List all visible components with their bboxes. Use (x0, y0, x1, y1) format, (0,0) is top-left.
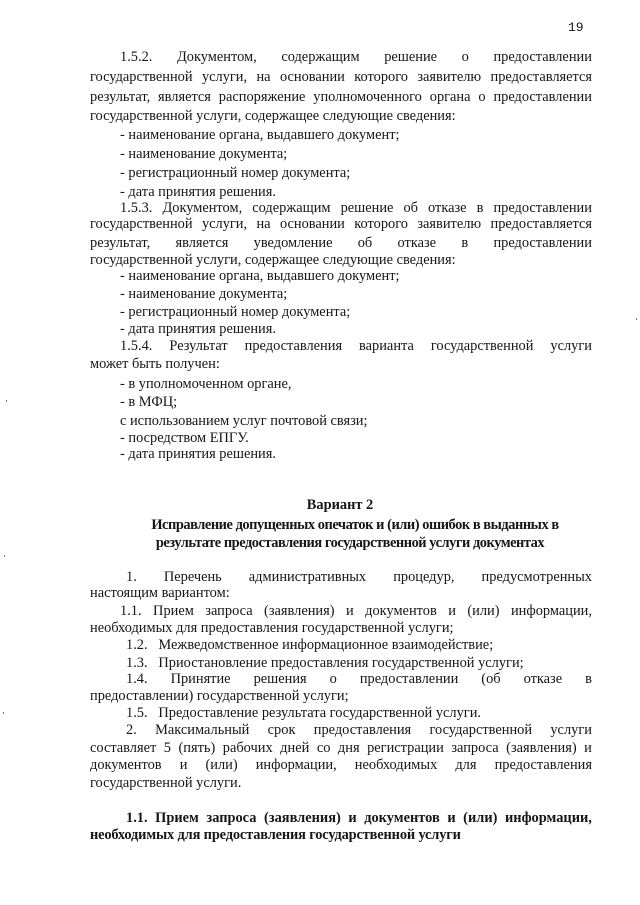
word: (пять) (178, 740, 216, 756)
paragraph-2-line-2 (90, 739, 592, 757)
word: документов (364, 810, 440, 826)
scan-speck (4, 555, 5, 557)
word: о (478, 89, 486, 105)
word: предоставления (313, 722, 412, 738)
word: решение (340, 200, 394, 216)
word: уведомление (253, 235, 333, 251)
word: Документом, (176, 49, 257, 65)
word: и (447, 810, 456, 826)
word: которого (354, 216, 408, 232)
list-3-item-2: - в МФЦ; (120, 394, 178, 410)
list-2-item-3: - регистрационный номер документа; (120, 304, 351, 320)
word: информации, (504, 810, 592, 826)
paragraph-1-5-3-line-3 (90, 234, 592, 252)
word: в (461, 235, 469, 251)
word: в (585, 671, 592, 687)
word: необходимых (354, 757, 438, 773)
scan-speck (6, 400, 7, 402)
paragraph-1-5-3-line-4: государственной услуги, содержащее следующие сведения: (90, 252, 456, 268)
word: для (455, 757, 477, 773)
word: решения (253, 671, 307, 687)
word: основании (279, 69, 345, 85)
word: и (345, 603, 354, 619)
word: запроса (206, 810, 257, 826)
word: 1.5.4. (120, 338, 153, 354)
word: (или) (467, 603, 500, 619)
list-2-item-1: - наименование органа, выдавшего документ; (120, 268, 400, 284)
word: органа (429, 89, 471, 105)
word: Результат (169, 338, 228, 354)
word: дня (337, 740, 360, 756)
word: Максимальный (155, 722, 250, 738)
word: отказе (397, 235, 437, 251)
list-3-item-1: - в уполномоченном органе, (120, 376, 292, 392)
scan-speck (3, 712, 4, 714)
variant-subtitle-line-2: результате предоставления государственной услуги документах (155, 535, 545, 551)
word: информации, (510, 603, 592, 619)
paragraph-1-5-4-line-1 (120, 337, 592, 355)
word: услуги (550, 338, 592, 354)
word: 1.1. (126, 810, 148, 826)
word: предоставления (494, 757, 592, 773)
procedure-1-3: 1.3. Приостановление предоставления государственной услуги; (126, 655, 524, 671)
word: распоряжение (218, 89, 306, 105)
list-3-item-5: - дата принятия решения. (120, 446, 276, 462)
paragraph-1-5-2-line-3 (90, 88, 592, 106)
procedure-1-4-line-1 (126, 670, 592, 688)
page-number: 19 (568, 20, 584, 35)
word: (заявления) (264, 603, 335, 619)
word: рабочих (222, 740, 273, 756)
word: о (329, 671, 337, 687)
word: 1.5.2. (120, 49, 153, 65)
word: в (476, 200, 484, 216)
word: (об (481, 671, 501, 687)
word: предусмотренных (481, 569, 592, 585)
list-1-item-4: - дата принятия решения. (120, 184, 276, 200)
word: государственной (90, 216, 193, 232)
word: предоставлении (359, 671, 459, 687)
paragraph-1-5-4-line-2: может быть получен: (90, 356, 220, 372)
scan-speck (636, 318, 637, 320)
word: Перечень (163, 569, 222, 585)
word: предоставления (244, 338, 343, 354)
word: предоставлении (493, 200, 592, 216)
paragraph-2-line-1 (126, 721, 592, 739)
word: (или) (463, 810, 498, 826)
variant-subtitle-line-1: Исправление допущенных опечаток и (или) ошибок в выданных в (151, 517, 559, 533)
paragraph-1-5-2-line-1 (120, 48, 592, 66)
word: 1. (126, 569, 137, 585)
word: об (357, 235, 373, 251)
procedure-1-1-line-2: необходимых для предоставления государственной услуги; (90, 620, 454, 636)
word: об (403, 200, 418, 216)
word: которого (354, 69, 408, 85)
word: 1.1. (120, 603, 142, 619)
word: о (461, 49, 469, 65)
word: содержащим (252, 200, 331, 216)
word: 2. (126, 722, 137, 738)
word: предоставляется (490, 69, 592, 85)
word: варианта (359, 338, 414, 354)
word: заявителю (417, 216, 482, 232)
paragraph-1-line-2: настоящим вариантом: (90, 585, 230, 601)
list-1-item-1: - наименование органа, выдавшего документ; (120, 127, 400, 143)
paragraph-1-5-3-line-2 (90, 215, 592, 233)
list-3-item-3: с использованием услуг почтовой связи; (120, 413, 368, 429)
word: является (158, 89, 211, 105)
word: со (316, 740, 331, 756)
word: на (256, 69, 271, 85)
list-3-item-4: - посредством ЕПГУ. (120, 430, 249, 446)
word: 1.5.3. (120, 200, 153, 216)
word: составляет (90, 740, 157, 756)
word: 1.4. (126, 671, 148, 687)
word: Документом, (162, 200, 243, 216)
word: услуги, (201, 69, 248, 85)
variant-title: Вариант 2 (306, 497, 374, 513)
word: документов (90, 757, 162, 773)
word: и (348, 810, 357, 826)
word: административных (248, 569, 367, 585)
word: документов (365, 603, 437, 619)
word: процедур, (393, 569, 455, 585)
word: результат, (90, 89, 151, 105)
word: предоставлении (493, 89, 592, 105)
word: срок (267, 722, 296, 738)
section-heading-line-2: необходимых для предоставления государственной услуги (90, 827, 461, 843)
word: является (175, 235, 229, 251)
word: содержащим (281, 49, 360, 65)
paragraph-2-line-3 (90, 756, 592, 774)
list-2-item-2: - наименование документа; (120, 286, 288, 302)
word: предоставлении (493, 235, 592, 251)
word: и (448, 603, 456, 619)
word: и (179, 757, 188, 773)
paragraph-1-5-2-line-2 (90, 68, 592, 86)
word: запроса (451, 740, 499, 756)
word: регистрации (367, 740, 444, 756)
list-1-item-2: - наименование документа; (120, 146, 288, 162)
word: результат, (90, 235, 151, 251)
word: на (256, 216, 271, 232)
section-heading-line-1 (126, 809, 592, 827)
procedure-1-4-line-2: предоставлении) государственной услуги; (90, 688, 349, 704)
word: предоставляется (490, 216, 592, 232)
word: предоставлении (493, 49, 592, 65)
word: услуги (550, 722, 592, 738)
word: основании (279, 216, 345, 232)
word: (заявления) (506, 740, 577, 756)
word: государственной (90, 69, 193, 85)
list-1-item-3: - регистрационный номер документа; (120, 165, 351, 181)
word: решение (384, 49, 438, 65)
word: Прием (153, 603, 194, 619)
word: услуги, (201, 216, 248, 232)
word: уполномоченного (313, 89, 422, 105)
word: Прием (155, 810, 199, 826)
word: Принятие (170, 671, 231, 687)
word: 5 (163, 740, 171, 756)
word: запроса (205, 603, 253, 619)
procedure-1-2: 1.2. Межведомственное информационное взаимодействие; (126, 637, 494, 653)
procedure-1-5: 1.5. Предоставление результата государственной услуги. (126, 705, 481, 721)
paragraph-1-5-2-line-4: государственной услуги, содержащее следующие сведения: (90, 108, 456, 124)
procedure-1-1-line-1 (120, 602, 592, 620)
word: государственной (429, 722, 533, 738)
word: (заявления) (264, 810, 341, 826)
word: дней (280, 740, 310, 756)
word: отказе (428, 200, 467, 216)
word: и (584, 740, 592, 756)
word: государственной (430, 338, 534, 354)
word: (или) (205, 757, 238, 773)
list-2-item-4: - дата принятия решения. (120, 321, 276, 337)
paragraph-2-line-4: государственной услуги. (90, 775, 242, 791)
word: заявителю (417, 69, 482, 85)
word: информации, (255, 757, 337, 773)
word: отказе (523, 671, 563, 687)
